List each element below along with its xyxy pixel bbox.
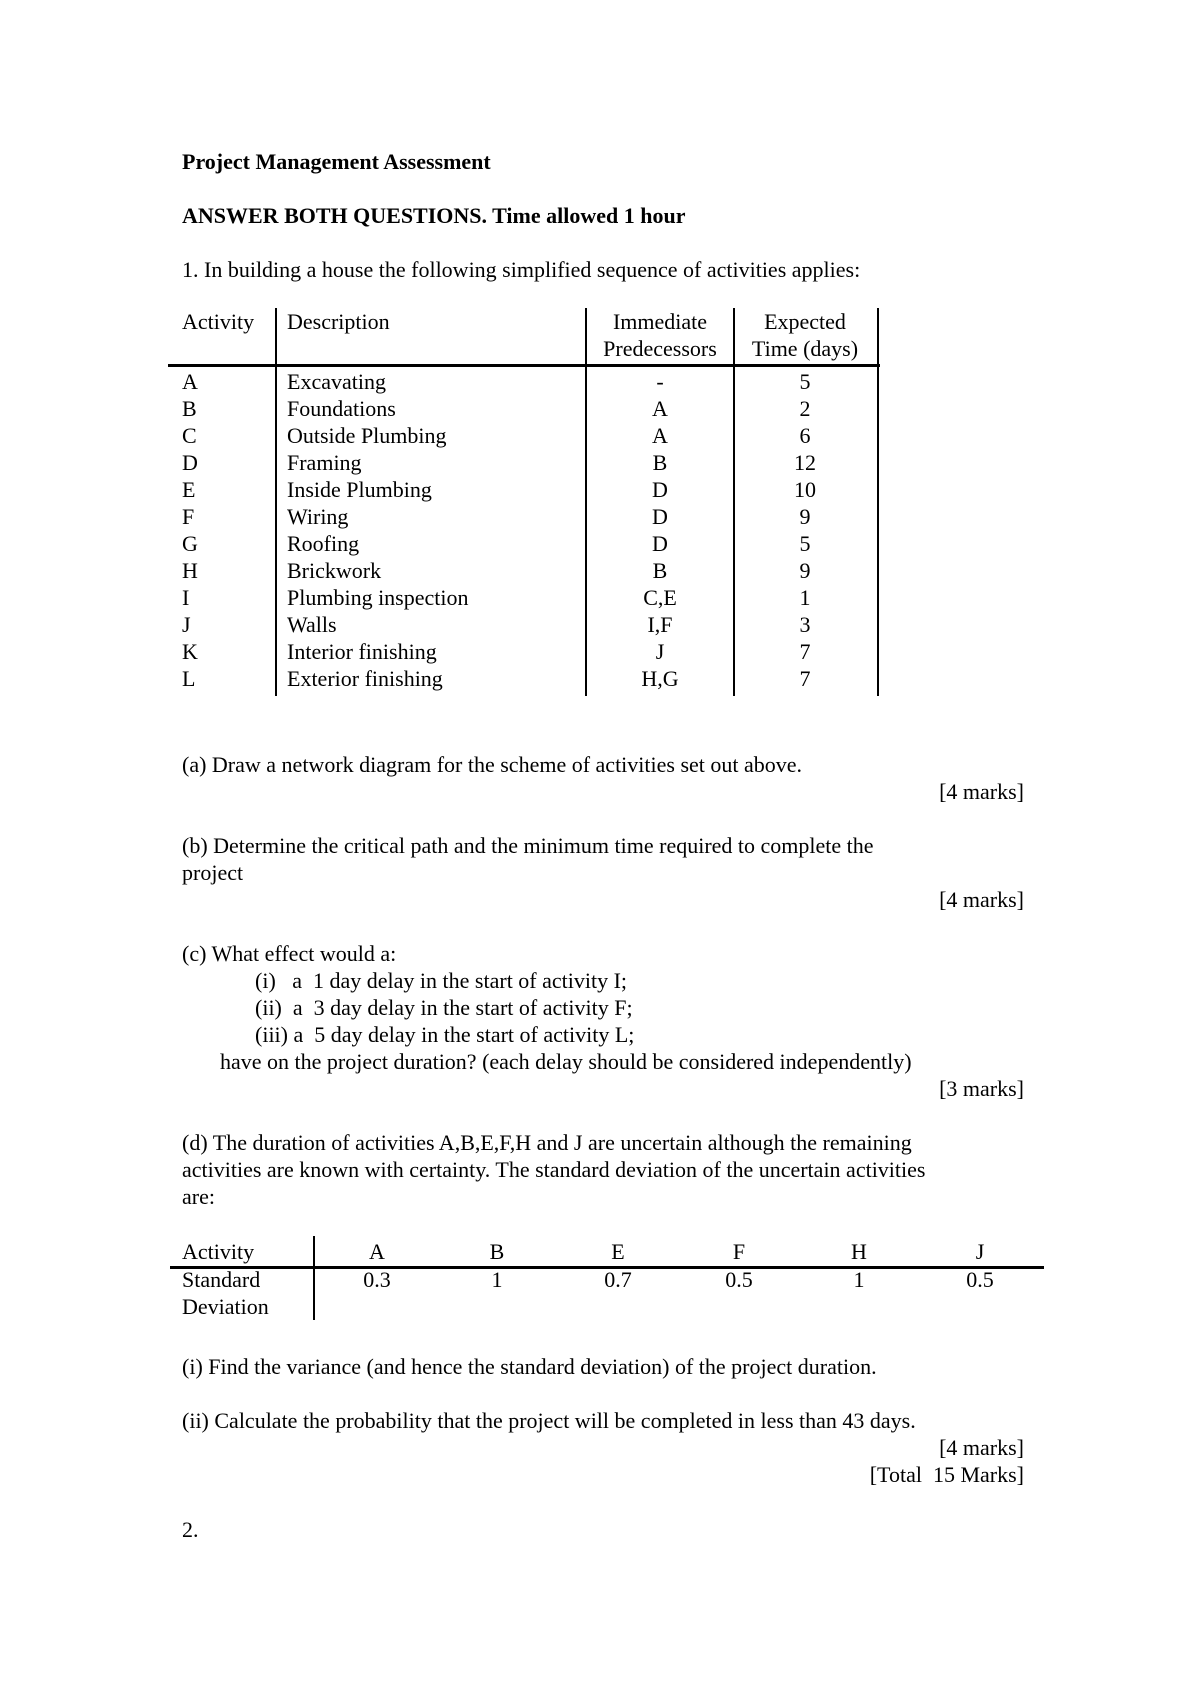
- sd-value-cell: 1: [491, 1267, 503, 1292]
- table-row: [170, 422, 880, 449]
- cell-activity: F: [182, 504, 195, 529]
- cell-activity: E: [182, 477, 196, 502]
- header-expected-time: [733, 308, 877, 362]
- cell-predecessors: B: [652, 450, 668, 475]
- table-row: [170, 665, 880, 692]
- part-c-item: (iii) a 5 day delay in the start of activity L;: [255, 1022, 635, 1047]
- sd-value-cell: 0.5: [725, 1267, 753, 1292]
- cell-time: 2: [799, 396, 811, 421]
- table-row: [170, 638, 880, 665]
- cell-predecessors: D: [652, 477, 668, 502]
- cell-description: Inside Plumbing: [287, 477, 432, 502]
- table-divider: [313, 1236, 315, 1320]
- cell-predecessors: A: [652, 423, 668, 448]
- header-predecessors: [585, 308, 735, 362]
- part-d-line3: are:: [182, 1184, 215, 1209]
- cell-description: Brickwork: [287, 558, 382, 583]
- question-2-label: 2.: [182, 1517, 199, 1542]
- part-c-item: (i) a 1 day delay in the start of activity I;: [255, 968, 628, 993]
- std-dev-table: [170, 1236, 1044, 1320]
- table-row: [170, 476, 880, 503]
- instruction: ANSWER BOTH QUESTIONS. Time allowed 1 hour: [182, 203, 686, 228]
- cell-time: 5: [799, 369, 811, 394]
- sd-value-cell: 0.7: [604, 1267, 632, 1292]
- table-row: [170, 368, 880, 395]
- sd-value-cell: 0.5: [966, 1267, 994, 1292]
- cell-predecessors: B: [652, 558, 668, 583]
- sd-activity-cell: J: [975, 1239, 985, 1264]
- cell-description: Walls: [287, 612, 337, 637]
- page-title: Project Management Assessment: [182, 149, 491, 174]
- cell-activity: D: [182, 450, 198, 475]
- cell-activity: B: [182, 396, 197, 421]
- sd-label-sd-line1: Standard: [182, 1267, 261, 1292]
- cell-time: 3: [799, 612, 811, 637]
- sd-value-cell: 0.3: [363, 1267, 391, 1292]
- cell-predecessors: H,G: [641, 666, 679, 691]
- table-header-rule: [168, 364, 880, 367]
- cell-predecessors: D: [652, 531, 668, 556]
- cell-predecessors: C,E: [643, 585, 677, 610]
- sd-activity-cell: F: [732, 1239, 746, 1264]
- cell-time: 9: [799, 504, 811, 529]
- sd-label-sd-line2: Deviation: [182, 1294, 269, 1319]
- cell-predecessors: A: [652, 396, 668, 421]
- table-row: [170, 395, 880, 422]
- cell-description: Roofing: [287, 531, 360, 556]
- cell-predecessors: I,F: [647, 612, 673, 637]
- sd-activity-cell: E: [611, 1239, 625, 1264]
- cell-activity: H: [182, 558, 198, 583]
- cell-activity: K: [182, 639, 198, 664]
- part-b-line2: project: [182, 860, 244, 885]
- cell-description: Plumbing inspection: [287, 585, 469, 610]
- table-row: [170, 584, 880, 611]
- cell-time: 6: [799, 423, 811, 448]
- cell-description: Exterior finishing: [287, 666, 443, 691]
- table-row: [170, 503, 880, 530]
- table-row: [170, 449, 880, 476]
- cell-time: 5: [799, 531, 811, 556]
- header-time-line2: Time (days): [751, 336, 859, 361]
- part-c-marks: [3 marks]: [939, 1076, 1024, 1101]
- cell-time: 7: [799, 666, 811, 691]
- cell-time: 9: [799, 558, 811, 583]
- part-c-closing: have on the project duration? (each delay should be considered independently): [220, 1049, 912, 1074]
- cell-predecessors: -: [656, 369, 664, 394]
- cell-time: 1: [799, 585, 811, 610]
- part-d-sub-i: (i) Find the variance (and hence the standard deviation) of the project duration.: [182, 1354, 877, 1379]
- part-a-marks: [4 marks]: [939, 779, 1024, 804]
- total-marks: [Total 15 Marks]: [869, 1462, 1024, 1487]
- sd-value-cell: 1: [853, 1267, 865, 1292]
- activity-table: [170, 308, 880, 696]
- part-d-sub-ii: (ii) Calculate the probability that the project will be completed in less than 43 days.: [182, 1408, 916, 1433]
- cell-description: Foundations: [287, 396, 396, 421]
- cell-activity: L: [182, 666, 196, 691]
- part-c-item: (ii) a 3 day delay in the start of activity F;: [255, 995, 633, 1020]
- cell-activity: I: [182, 585, 190, 610]
- header-predecessors-line1: Immediate: [612, 309, 708, 334]
- cell-activity: G: [182, 531, 198, 556]
- sd-activity-cell: A: [369, 1239, 385, 1264]
- cell-description: Interior finishing: [287, 639, 437, 664]
- sd-label-activity: Activity: [182, 1239, 255, 1264]
- cell-description: Outside Plumbing: [287, 423, 447, 448]
- cell-description: Framing: [287, 450, 362, 475]
- cell-time: 10: [794, 477, 816, 502]
- table-row: [170, 557, 880, 584]
- header-activity: Activity: [182, 309, 255, 334]
- cell-activity: C: [182, 423, 197, 448]
- cell-activity: A: [182, 369, 198, 394]
- sd-activity-cell: B: [489, 1239, 505, 1264]
- part-d-marks: [4 marks]: [939, 1435, 1024, 1460]
- question-1-intro: 1. In building a house the following simplified sequence of activities applies:: [182, 257, 861, 282]
- cell-time: 7: [799, 639, 811, 664]
- part-d-line1: (d) The duration of activities A,B,E,F,H and J are uncertain although the remaining: [182, 1130, 912, 1155]
- part-a-text: (a) Draw a network diagram for the scheme of activities set out above.: [182, 752, 803, 777]
- cell-time: 12: [794, 450, 816, 475]
- cell-description: Wiring: [287, 504, 349, 529]
- part-b-line1: (b) Determine the critical path and the minimum time required to complete the: [182, 833, 874, 858]
- part-b-marks: [4 marks]: [939, 887, 1024, 912]
- header-predecessors-line2: Predecessors: [603, 336, 717, 361]
- cell-predecessors: D: [652, 504, 668, 529]
- header-time-line1: Expected: [764, 309, 846, 334]
- part-d-line2: activities are known with certainty. The standard deviation of the uncertain activities: [182, 1157, 926, 1182]
- cell-description: Excavating: [287, 369, 386, 394]
- sd-activity-cell: H: [851, 1239, 867, 1264]
- table-row: [170, 611, 880, 638]
- part-c-intro: (c) What effect would a:: [182, 941, 397, 966]
- cell-predecessors: J: [655, 639, 665, 664]
- header-description: Description: [287, 309, 390, 334]
- table-row: [170, 530, 880, 557]
- cell-activity: J: [182, 612, 191, 637]
